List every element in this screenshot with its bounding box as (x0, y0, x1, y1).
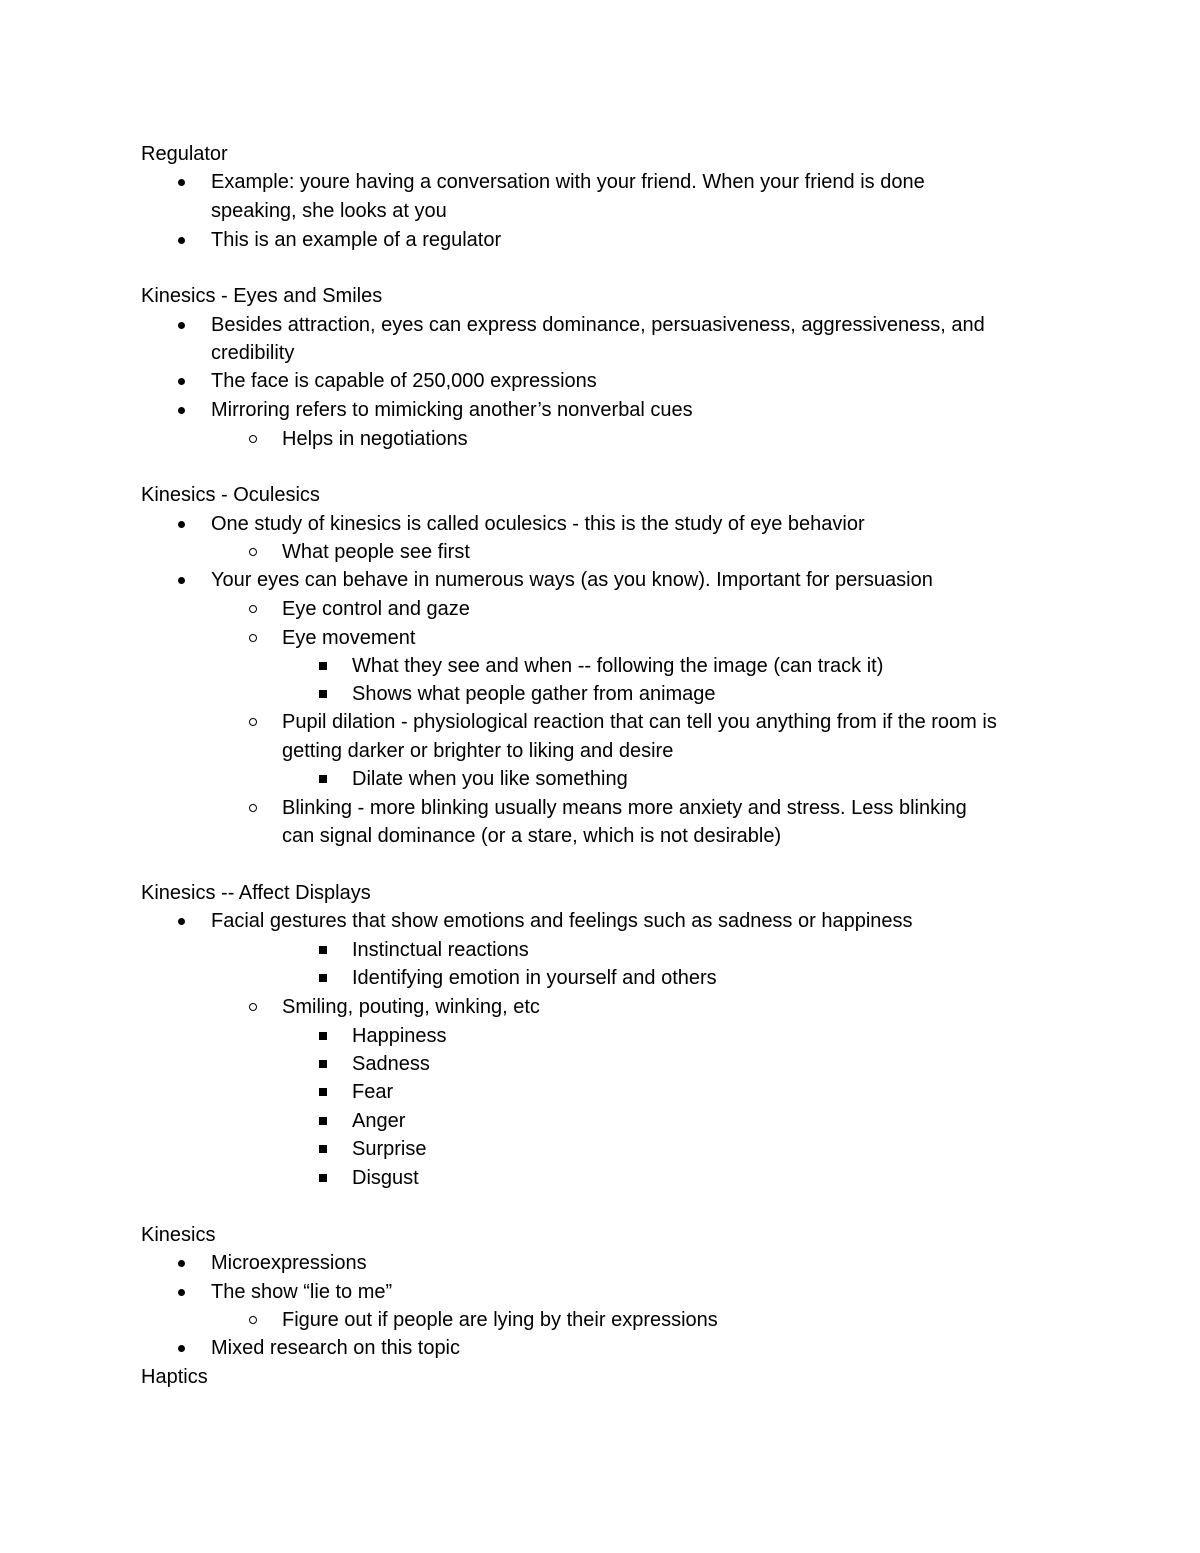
list-item-text: Anger (352, 1110, 406, 1132)
heading-text: Kinesics -- Affect Displays (141, 882, 371, 904)
list-item-text: Shows what people gather from animage (352, 683, 716, 705)
bullet-circle-icon (249, 993, 257, 1021)
bullet-square-icon (319, 1135, 327, 1163)
bullet-circle-icon (249, 794, 257, 822)
bullet-square-icon (319, 1107, 327, 1135)
list-item-text: Facial gestures that show emotions and feelings such as sadness or happiness (211, 910, 913, 932)
list-item-text: Dilate when you like something (352, 768, 628, 790)
list-item-text: credibility (211, 342, 295, 364)
heading-text: Kinesics - Eyes and Smiles (141, 285, 383, 307)
list-item-text: Happiness (352, 1025, 447, 1047)
bullet-dot-icon (178, 226, 185, 254)
heading-text: Kinesics - Oculesics (141, 484, 320, 506)
bullet-dot-icon (178, 566, 185, 594)
list-item-text: Blinking - more blinking usually means more anxiety and stress. Less blinking (282, 797, 967, 819)
bullet-square-icon (319, 936, 327, 964)
list-item-text: Disgust (352, 1167, 419, 1189)
bullet-dot-icon (178, 1278, 185, 1306)
list-item-text: Eye movement (282, 627, 416, 649)
list-item-text: Surprise (352, 1138, 427, 1160)
bullet-square-icon (319, 652, 327, 680)
bullet-dot-icon (178, 396, 185, 424)
list-item-text: Identifying emotion in yourself and others (352, 967, 717, 989)
bullet-square-icon (319, 680, 327, 708)
bullet-square-icon (319, 1022, 327, 1050)
heading-text: Kinesics (141, 1224, 216, 1246)
list-item-text: Smiling, pouting, winking, etc (282, 996, 540, 1018)
bullet-circle-icon (249, 1306, 257, 1334)
list-item-text: What people see first (282, 541, 470, 563)
heading-text: Haptics (141, 1366, 208, 1388)
list-item-text: Figure out if people are lying by their expressions (282, 1309, 718, 1331)
list-item-text: Instinctual reactions (352, 939, 529, 961)
list-item-text: speaking, she looks at you (211, 200, 447, 222)
bullet-dot-icon (178, 1249, 185, 1277)
heading-text: Regulator (141, 143, 228, 165)
list-item-text: One study of kinesics is called oculesics - this is the study of eye behavior (211, 513, 865, 535)
list-item-text: Mirroring refers to mimicking another’s nonverbal cues (211, 399, 693, 421)
list-item-text: The show “lie to me” (211, 1281, 393, 1303)
bullet-circle-icon (249, 624, 257, 652)
list-item-text: Helps in negotiations (282, 428, 468, 450)
list-item-text: getting darker or brighter to liking and desire (282, 740, 674, 762)
bullet-circle-icon (249, 538, 257, 566)
bullet-dot-icon (178, 1334, 185, 1362)
list-item-text: Besides attraction, eyes can express dominance, persuasiveness, aggressiveness, and (211, 314, 985, 336)
list-item-text: Mixed research on this topic (211, 1337, 461, 1359)
bullet-square-icon (319, 964, 327, 992)
bullet-dot-icon (178, 907, 185, 935)
list-item-text: The face is capable of 250,000 expressions (211, 370, 597, 392)
list-item-text: can signal dominance (or a stare, which is not desirable) (282, 825, 782, 847)
bullet-circle-icon (249, 425, 257, 453)
bullet-dot-icon (178, 367, 185, 395)
bullet-square-icon (319, 1050, 327, 1078)
list-item-text: Example: youre having a conversation with your friend. When your friend is done (211, 171, 925, 193)
bullet-circle-icon (249, 595, 257, 623)
bullet-square-icon (319, 765, 327, 793)
list-item-text: This is an example of a regulator (211, 229, 502, 251)
bullet-circle-icon (249, 708, 257, 736)
bullet-square-icon (319, 1164, 327, 1192)
bullet-dot-icon (178, 510, 185, 538)
bullet-dot-icon (178, 311, 185, 339)
list-item-text: Fear (352, 1081, 394, 1103)
bullet-dot-icon (178, 168, 185, 196)
bullet-square-icon (319, 1078, 327, 1106)
list-item-text: Pupil dilation - physiological reaction that can tell you anything from if the room is (282, 711, 997, 733)
list-item-text: What they see and when -- following the image (can track it) (352, 655, 884, 677)
list-item-text: Sadness (352, 1053, 430, 1075)
list-item-text: Eye control and gaze (282, 598, 470, 620)
list-item-text: Microexpressions (211, 1252, 367, 1274)
list-item-text: Your eyes can behave in numerous ways (as you know). Important for persuasion (211, 569, 933, 591)
